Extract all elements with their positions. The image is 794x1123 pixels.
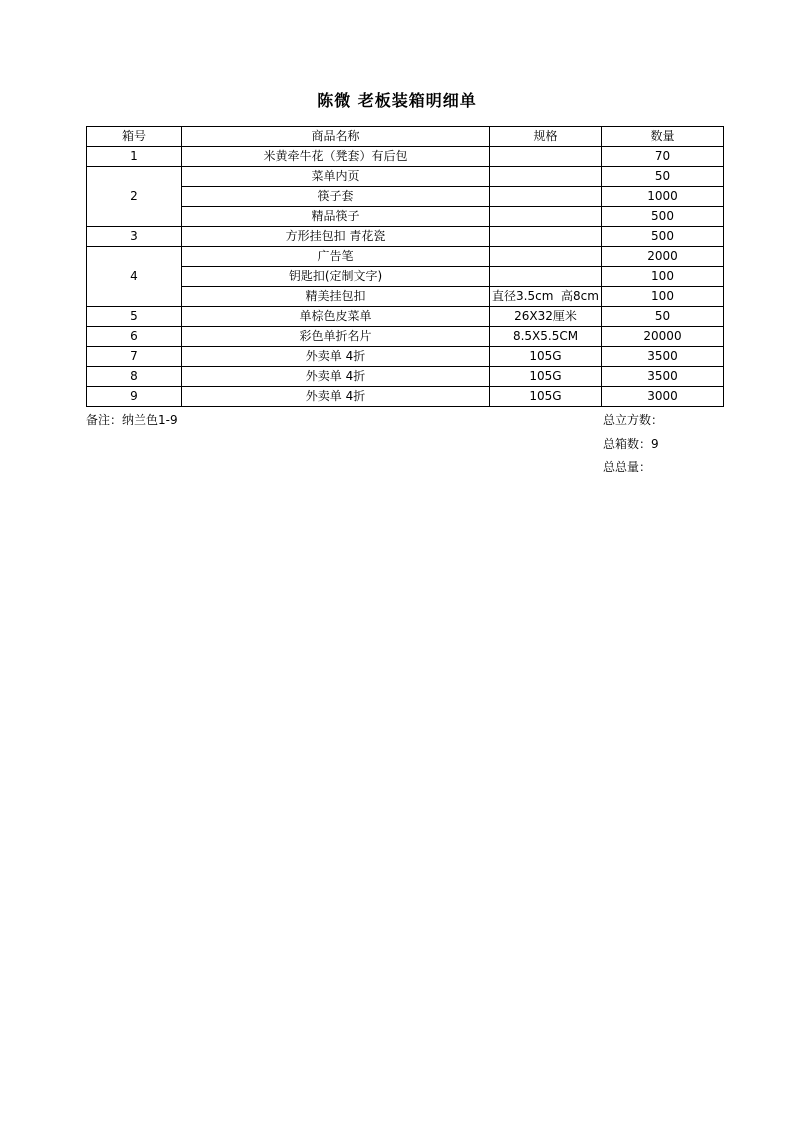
table-row (87, 327, 724, 347)
quantity-cell: 50 (602, 307, 724, 327)
table-row (87, 187, 724, 207)
spec-cell: 105G (490, 347, 602, 367)
product-name-cell: 钥匙扣(定制文字) (182, 267, 490, 287)
box-number-cell: 4 (87, 247, 182, 307)
quantity-cell: 20000 (602, 327, 724, 347)
product-name-cell: 方形挂包扣 青花瓷 (182, 227, 490, 247)
quantity-cell: 70 (602, 147, 724, 167)
page-title: 陈微 老板装箱明细单 (317, 91, 477, 110)
spec-cell: 105G (490, 387, 602, 407)
quantity-cell: 3500 (602, 367, 724, 387)
spec-cell (490, 227, 602, 247)
spec-cell: 8.5X5.5CM (490, 327, 602, 347)
table-row (87, 167, 724, 187)
spec-cell: 105G (490, 367, 602, 387)
spec-cell (490, 167, 602, 187)
remark-note: 备注：纳兰色1-9 (86, 413, 178, 427)
quantity-cell: 100 (602, 267, 724, 287)
spec-cell: 26X32厘米 (490, 307, 602, 327)
spec-cell: 直径3.5cm 高8cm (490, 287, 602, 307)
table-row (87, 147, 724, 167)
spec-cell (490, 147, 602, 167)
table-row (87, 367, 724, 387)
quantity-cell: 50 (602, 167, 724, 187)
box-number-cell: 8 (87, 367, 182, 387)
product-name-cell: 外卖单 4折 (182, 347, 490, 367)
product-name-cell: 外卖单 4折 (182, 367, 490, 387)
product-name-cell: 筷子套 (182, 187, 490, 207)
product-name-cell: 外卖单 4折 (182, 387, 490, 407)
product-name-cell: 精品筷子 (182, 207, 490, 227)
box-number-cell: 6 (87, 327, 182, 347)
product-name-cell: 广告笔 (182, 247, 490, 267)
quantity-cell: 2000 (602, 247, 724, 267)
product-name-cell: 菜单内页 (182, 167, 490, 187)
header-box-number: 箱号 (87, 127, 182, 147)
spec-cell (490, 247, 602, 267)
total-boxes-label: 总箱数：9 (603, 437, 659, 451)
quantity-cell: 500 (602, 227, 724, 247)
packing-list-table (86, 126, 724, 407)
table-row (87, 287, 724, 307)
table-row (87, 347, 724, 367)
table-row (87, 307, 724, 327)
total-weight-label: 总总量： (603, 460, 652, 474)
table-row (87, 247, 724, 267)
quantity-cell: 100 (602, 287, 724, 307)
header-quantity: 数量 (602, 127, 724, 147)
table-row (87, 207, 724, 227)
header-spec: 规格 (490, 127, 602, 147)
product-name-cell: 单棕色皮菜单 (182, 307, 490, 327)
box-number-cell: 2 (87, 167, 182, 227)
spec-cell (490, 207, 602, 227)
spec-cell (490, 187, 602, 207)
quantity-cell: 500 (602, 207, 724, 227)
box-number-cell: 7 (87, 347, 182, 367)
product-name-cell: 彩色单折名片 (182, 327, 490, 347)
product-name-cell: 精美挂包扣 (182, 287, 490, 307)
product-name-cell: 米黄牵牛花（凳套）有后包 (182, 147, 490, 167)
box-number-cell: 5 (87, 307, 182, 327)
table-row (87, 267, 724, 287)
quantity-cell: 3000 (602, 387, 724, 407)
table-row (87, 387, 724, 407)
box-number-cell: 3 (87, 227, 182, 247)
quantity-cell: 3500 (602, 347, 724, 367)
quantity-cell: 1000 (602, 187, 724, 207)
table-row (87, 227, 724, 247)
box-number-cell: 9 (87, 387, 182, 407)
box-number-cell: 1 (87, 147, 182, 167)
header-product-name: 商品名称 (182, 127, 490, 147)
spec-cell (490, 267, 602, 287)
total-volume-label: 总立方数： (603, 413, 664, 427)
table-header-row (87, 127, 724, 147)
